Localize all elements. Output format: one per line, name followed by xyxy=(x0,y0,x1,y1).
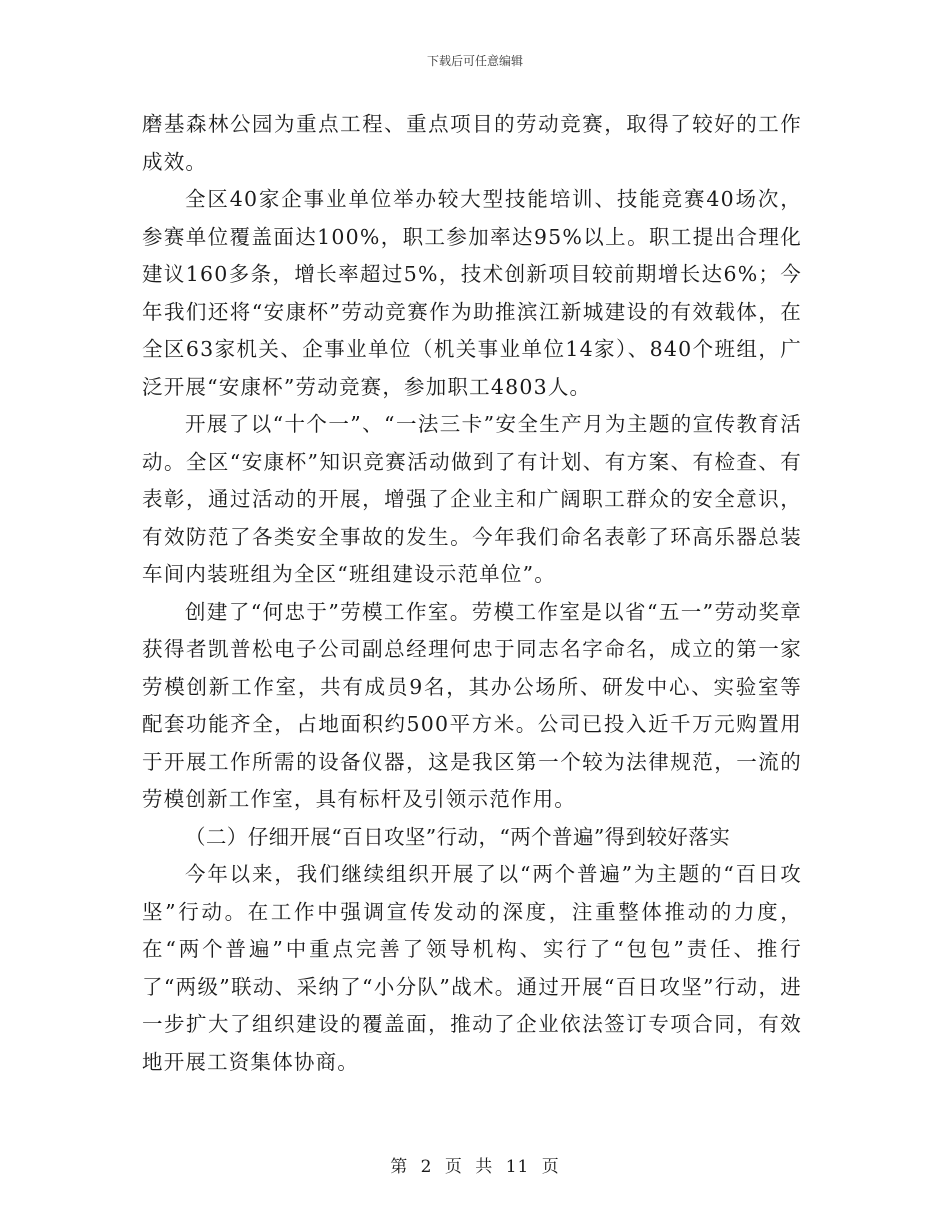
paragraph-skills-competition: 全区40家企事业单位举办较大型技能培训、技能竞赛40场次，参赛单位覆盖面达100%，职工参加率达95%以上。职工提出合理化建议160多条，增长率超过5%，技术创新项目较前期增长达6%；今年我们还将“安康杯”劳动竞赛作为助推滨江新城建设的有效载体，在全区63家机关、企事业单位（机关事业单位14家）、840个班组，广泛开展“安康杯”劳动竞赛，参加职工4803人。 xyxy=(142,187,802,399)
page-footer: 第 2 页 共 11 页 xyxy=(390,1157,560,1177)
paragraph-continuation: 磨基森林公园为重点工程、重点项目的劳动竞赛，取得了较好的工作成效。 xyxy=(142,112,802,174)
page-header: 下载后可任意编辑 xyxy=(426,54,523,68)
document-body xyxy=(142,106,802,1081)
paragraph-hundred-day-campaign: 今年以来，我们继续组织开展了以“两个普遍”为主题的“百日攻坚”行动。在工作中强调宣传发动的深度，注重整体推动的力度，在“两个普遍”中重点完善了领导机构、实行了“包包”责任、推行了“两级”联动、采纳了“小分队”战术。通过开展“百日攻坚”行动，进一步扩大了组织建设的覆盖面，推动了企业依法签订专项合同，有效地开展工资集体协商。 xyxy=(142,862,802,1074)
section-heading: （二）仔细开展“百日攻坚”行动，“两个普遍”得到较好落实 xyxy=(185,824,731,849)
paragraph-safety-month: 开展了以“十个一”、“一法三卡”安全生产月为主题的宣传教育活动。全区“安康杯”知识竞赛活动做到了有计划、有方案、有检查、有表彰，通过活动的开展，增强了企业主和广阔职工群众的安全意识，有效防范了各类安全事故的发生。今年我们命名表彰了环高乐器总装车间内装班组为全区“班组建设示范单位”。 xyxy=(142,412,802,586)
paragraph-model-worker-studio: 创建了“何忠于”劳模工作室。劳模工作室是以省“五一”劳动奖章获得者凯普松电子公司副总经理何忠于同志名字命名，成立的第一家劳模创新工作室，共有成员9名，其办公场所、研发中心、实验室等配套功能齐全，占地面积约500平方米。公司已投入近千万元购置用于开展工作所需的设备仪器，这是我区第一个较为法律规范，一流的劳模创新工作室，具有标杆及引领示范作用。 xyxy=(142,599,802,811)
